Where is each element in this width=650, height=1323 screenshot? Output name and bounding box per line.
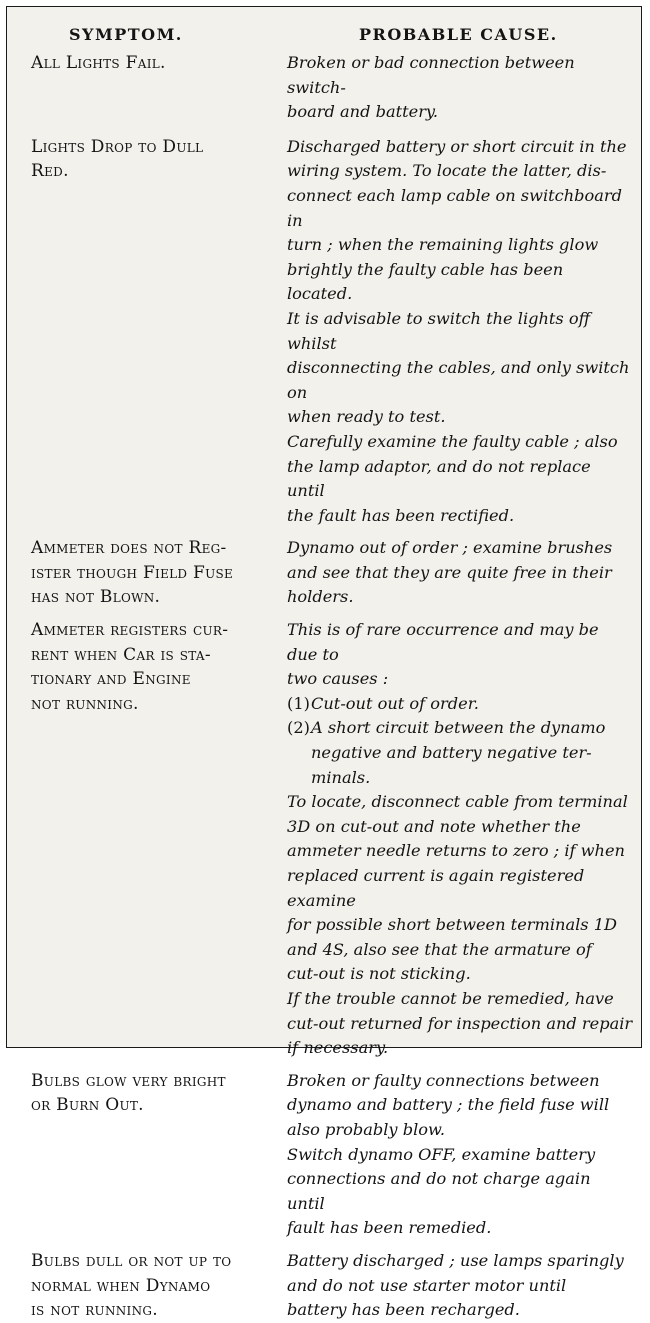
symptom-line: Ammeter registers cur- (31, 620, 229, 641)
cause-column-header: PROBABLE CAUSE. (359, 25, 558, 44)
cause-line: Cut-out out of order. (311, 693, 479, 713)
symptom-line: has not Blown. (31, 587, 161, 608)
cause-line: and do not use starter motor until (287, 1275, 567, 1295)
cause-line: and 4S, also see that the armature of (287, 939, 592, 959)
cause-line: Broken or faulty connections between (287, 1070, 600, 1090)
cause-line: It is advisable to switch the lights off whilst (287, 308, 591, 353)
cause-intro (287, 618, 633, 692)
cause-line: for possible short between terminals 1D (287, 915, 618, 935)
cause-line: brightly the faulty cable has been located. (287, 259, 564, 304)
table-header (7, 25, 641, 51)
symptom-line: Bulbs dull or not up to (31, 1250, 232, 1271)
cause-paragraph (287, 790, 633, 987)
symptom-line: Red. (31, 161, 69, 182)
table-row (7, 536, 641, 610)
cause-paragraph (287, 1069, 633, 1143)
cause-line: A short circuit between the dynamo (311, 718, 606, 738)
cause-cell (287, 1069, 633, 1241)
cause-line: when ready to test. (287, 407, 446, 427)
symptom-line: not running. (31, 693, 139, 714)
symptom-line: All Lights Fail. (31, 53, 166, 73)
table-row (7, 1249, 641, 1323)
cause-line: Discharged battery or short circuit in the (287, 136, 627, 156)
cause-line: and see that they are quite free in their (287, 562, 612, 582)
cause-paragraph (287, 536, 633, 610)
symptom-line: Lights Drop to Dull (31, 136, 204, 157)
cause-line: connect each lamp cable on switchboard in (287, 185, 623, 230)
cause-line: negative and battery negative ter- (311, 743, 592, 763)
symptom-line: Ammeter does not Reg- (31, 538, 227, 559)
cause-paragraph (287, 1249, 633, 1323)
cause-line: if necessary. (287, 1038, 389, 1058)
symptom-line: rent when Car is sta- (31, 644, 211, 665)
symptom-cell (31, 1069, 279, 1118)
cause-line: disconnecting the cables, and only switch on (287, 358, 630, 402)
symptom-line: ister though Field Fuse (31, 562, 234, 583)
cause-line: dynamo and battery ; the field fuse will (287, 1095, 610, 1115)
symptom-line: or Burn Out. (31, 1095, 144, 1116)
cause-cell (287, 618, 633, 1061)
numbered-item (287, 692, 633, 717)
cause-paragraph (287, 1143, 633, 1241)
symptom-cell (31, 536, 279, 610)
cause-line: minals. (311, 767, 371, 787)
symptom-line: tionary and Engine (31, 669, 191, 690)
cause-cell (287, 135, 633, 529)
cause-line: ammeter needle returns to zero ; if when (287, 841, 625, 861)
item-number: (2) (287, 718, 310, 738)
cause-cell (287, 536, 633, 610)
cause-cell (287, 1249, 633, 1323)
table-row (7, 618, 641, 1061)
symptom-line: is not running. (31, 1300, 158, 1321)
table-row (7, 1069, 641, 1241)
cause-line: fault has been remedied. (287, 1218, 492, 1238)
cause-line: Carefully examine the faulty cable ; also (287, 431, 618, 451)
symptom-line: normal when Dynamo (31, 1275, 211, 1296)
cause-cell (287, 51, 633, 125)
cause-line: Dynamo out of order ; examine brushes (287, 538, 613, 558)
symptom-cell (31, 618, 279, 716)
cause-line: cut-out is not sticking. (287, 964, 471, 984)
cause-line: the fault has been rectified. (287, 505, 515, 525)
table-row (7, 135, 641, 529)
cause-line: wiring system. To locate the latter, dis- (287, 161, 607, 181)
symptom-column-header: SYMPTOM. (69, 25, 183, 44)
cause-line: This is of rare occurrence and may be due to (287, 620, 599, 664)
cause-line: Broken or bad connection between switch- (287, 53, 575, 97)
item-text (311, 692, 633, 717)
cause-line: holders. (287, 587, 354, 607)
cause-line: battery has been recharged. (287, 1300, 520, 1320)
cause-line: turn ; when the remaining lights glow (287, 235, 599, 255)
cause-line: the lamp adaptor, and do not replace until (287, 456, 591, 501)
document-page (6, 6, 642, 1321)
item-number: (1) (287, 693, 310, 713)
item-text (311, 716, 633, 790)
table-row (7, 51, 641, 125)
cause-line: If the trouble cannot be remedied, have (287, 988, 614, 1008)
cause-line: To locate, disconnect cable from terminal (287, 792, 628, 812)
cause-paragraph (287, 135, 633, 430)
cause-paragraph (287, 51, 633, 125)
cause-line: two causes : (287, 669, 389, 689)
cause-paragraph (287, 430, 633, 528)
cause-line: 3D on cut-out and note whether the (287, 816, 581, 836)
symptom-cell (31, 135, 279, 184)
cause-line: Switch dynamo OFF, examine battery (287, 1144, 596, 1164)
cause-line: replaced current is again registered examine (287, 866, 585, 910)
cause-line: cut-out returned for inspection and repair (287, 1013, 633, 1033)
cause-line: Battery discharged ; use lamps sparingly (287, 1250, 624, 1270)
symptom-cell (31, 1249, 279, 1323)
numbered-item (287, 716, 633, 790)
cause-line: also probably blow. (287, 1119, 446, 1139)
cause-line: connections and do not charge again until (287, 1169, 591, 1213)
cause-line: board and battery. (287, 102, 439, 122)
symptom-line: Bulbs glow very bright (31, 1070, 226, 1091)
troubleshooting-table (7, 51, 641, 1323)
cause-paragraph (287, 987, 633, 1061)
symptom-cell (31, 51, 279, 76)
